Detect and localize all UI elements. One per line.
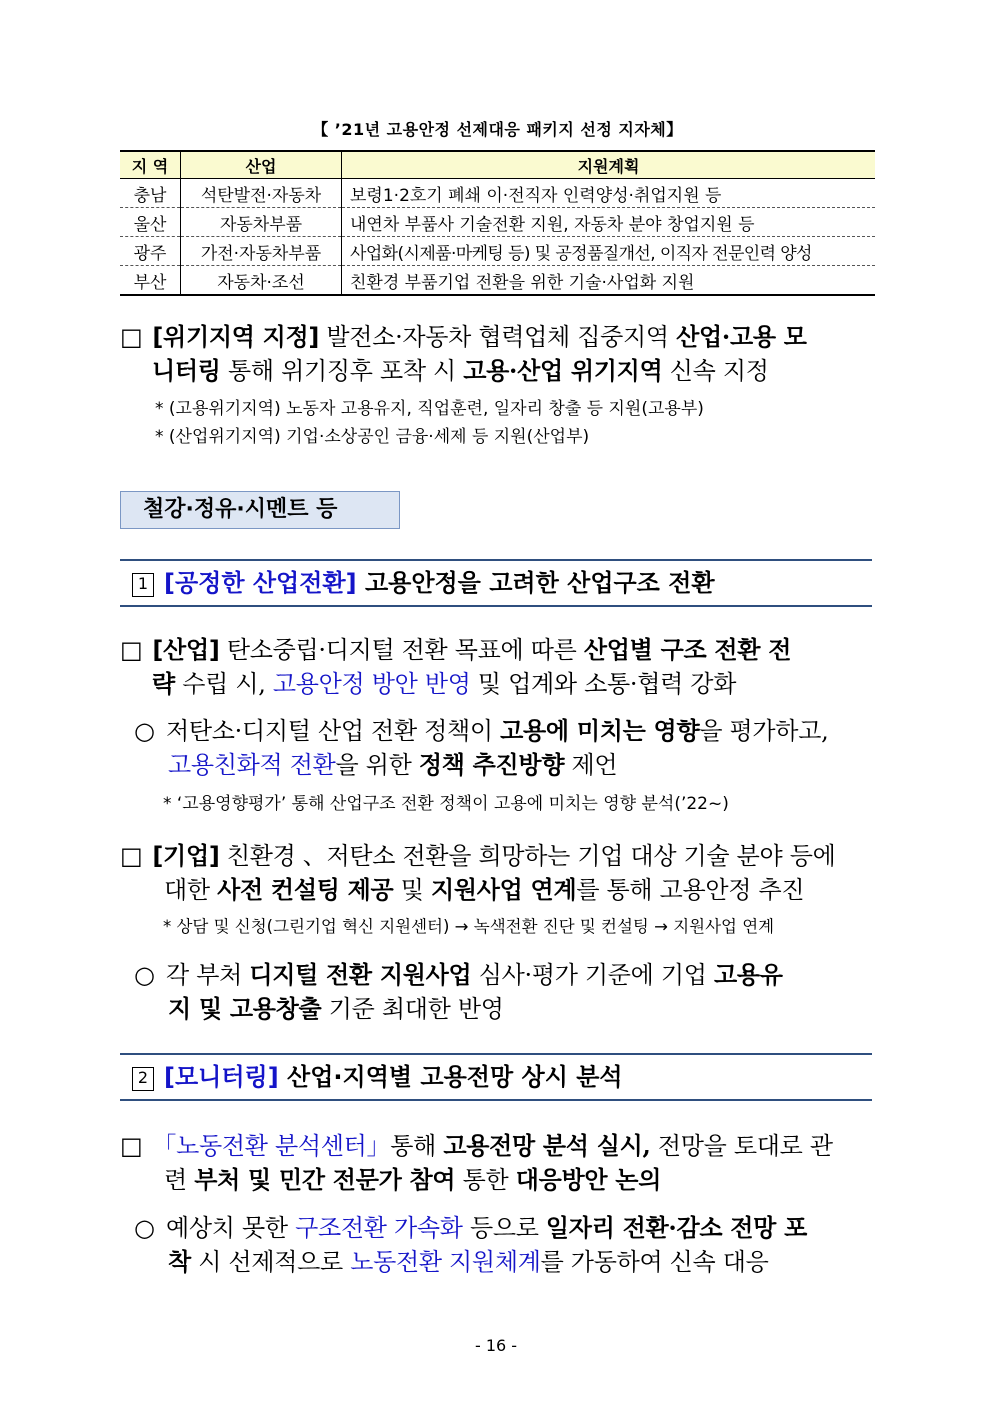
cell-plan: 보령1·2호기 폐쇄 이·전직자 인력양성·취업지원 등 [342,179,876,208]
industry-text: 탄소중립·디지털 전환 목표에 따른 [219,636,584,664]
company-text: 및 [393,876,431,904]
industry-text: 을 평가하고, [699,717,829,745]
section-heading-2 [120,1053,872,1101]
monitoring-paragraph [120,1129,875,1197]
company-text: 친환경 、저탄소 전환을 희망하는 기업 대상 기술 분야 등에 [219,842,836,870]
industry-emphasis: 정책 추진방향 [418,750,565,779]
monitor-text: 련 [164,1166,195,1194]
header-plan: 지원계획 [342,151,876,179]
heading-number: 1 [132,573,154,597]
monitor-text: 통해 [390,1132,444,1160]
monitor-emphasis: 부처 및 민간 전문가 참여 [194,1165,456,1194]
cell-industry: 석탄발전·자동차 [181,179,342,208]
company-note: * 상담 및 신청(그린기업 혁신 지원센터) → 녹색전환 진단 및 컨설팅 → 지원사업 연계 [163,917,775,936]
industry-text: 을 위한 [335,751,419,779]
heading-blue-label: [모니터링] [164,1063,279,1091]
cell-region: 부산 [120,266,181,296]
cell-region: 울산 [120,208,181,237]
monitor-text: 예상치 못한 [166,1214,296,1242]
company-emphasis: 디지털 전환 지원사업 [249,960,472,989]
crisis-emphasis: 산업·고용 모 [676,322,807,351]
square-bullet: □ [120,1132,143,1160]
company-paragraph [120,839,875,907]
industry-emphasis: 략 [152,669,175,698]
table-title: 【 ’21년 고용안정 선제대응 패키지 선정 지자체】 [312,120,683,139]
industry-label: [산업] [152,636,220,664]
square-bullet: □ [120,842,143,870]
company-text: 각 부처 [166,961,250,989]
monitor-emphasis: 착 [168,1247,191,1276]
company-text: 를 통해 고용안정 추진 [576,876,805,904]
crisis-note-2: * (산업위기지역) 기업·소상공인 금융·세제 등 지원(산업부) [155,427,590,447]
industry-note: * ‘고용영향평가’ 통해 산업구조 전환 정책이 고용에 미치는 영향 분석(’22~) [163,794,729,814]
square-bullet: □ [120,323,143,351]
header-industry: 산업 [181,151,342,179]
table-header-row [120,151,875,179]
industry-blue-text: 고용안정 방안 반영 [272,670,471,698]
company-emphasis: 사전 컨설팅 제공 [217,875,394,904]
section-heading-1 [120,559,872,607]
company-text: 심사·평가 기준에 기업 [471,961,714,989]
monitor-blue-text: 노동전환 지원체계 [350,1248,541,1276]
company-label: [기업] [152,842,220,870]
subsection-label: 철강·정유·시멘트 등 [120,491,400,529]
cell-region: 광주 [120,237,181,266]
monitor-emphasis: 일자리 전환·감소 전망 포 [545,1213,807,1242]
monitor-text: 를 가동하여 신속 대응 [540,1248,769,1276]
monitor-text: 시 선제적으로 [190,1248,351,1276]
cell-plan: 사업화(시제품·마케팅 등) 및 공정품질개선, 이직자 전문인력 양성 [342,237,876,266]
cell-industry: 가전·자동차부품 [181,237,342,266]
company-emphasis: 지원사업 연계 [430,875,577,904]
industry-text: 제언 [564,751,618,779]
page-number: - 16 - [474,1336,518,1355]
industry-emphasis: 고용에 미치는 영향 [500,716,700,745]
company-sub-paragraph [120,958,875,1026]
crisis-region-paragraph [120,320,875,388]
industry-sub-paragraph [120,714,875,782]
monitor-blue-text: 「노동전환 분석센터」 [152,1132,391,1160]
table-row [120,179,875,208]
table-row [120,266,875,296]
circle-bullet: ○ [134,717,155,745]
crisis-note-1: * (고용위기지역) 노동자 고용유지, 직업훈련, 일자리 창출 등 지원(고용부) [155,399,704,419]
industry-blue-text: 고용친화적 전환 [168,751,336,779]
crisis-label: [위기지역 지정] [152,323,320,351]
crisis-emphasis: 니터링 [152,356,221,385]
monitor-text: 등으로 [462,1214,546,1242]
monitor-emphasis: 대응방안 논의 [515,1165,662,1194]
table-row [120,237,875,266]
region-support-table [120,150,875,296]
industry-text: 저탄소·디지털 산업 전환 정책이 [166,717,501,745]
crisis-text: 발전소·자동차 협력업체 집중지역 [319,323,677,351]
crisis-text: 통해 위기징후 포착 시 [220,357,464,385]
monitoring-sub-paragraph [120,1211,875,1279]
heading-number: 2 [132,1067,154,1091]
company-emphasis: 고용유 [714,960,783,989]
circle-bullet: ○ [134,1214,155,1242]
square-bullet: □ [120,636,143,664]
crisis-emphasis: 고용·산업 위기지역 [463,356,663,385]
crisis-text: 신속 지정 [662,357,769,385]
circle-bullet: ○ [134,961,155,989]
heading-title: 산업·지역별 고용전망 상시 분석 [278,1063,623,1091]
header-region: 지 역 [120,151,181,179]
monitor-emphasis: 고용전망 분석 실시, [443,1131,651,1160]
company-text: 기준 최대한 반영 [321,995,504,1023]
cell-plan: 친환경 부품기업 전환을 위한 기술·사업화 지원 [342,266,876,296]
industry-text: 및 업계와 소통·협력 강화 [470,670,737,698]
heading-blue-label: [공정한 산업전환] [164,569,357,597]
table-row [120,208,875,237]
cell-plan: 내연차 부품사 기술전환 지원, 자동차 분야 창업지원 등 [342,208,876,237]
industry-text: 수립 시, [174,670,273,698]
company-emphasis: 지 및 고용창출 [168,994,322,1023]
cell-industry: 자동차·조선 [181,266,342,296]
monitor-text: 전망을 토대로 관 [650,1132,833,1160]
monitor-text: 통한 [455,1166,516,1194]
heading-title: 고용안정을 고려한 산업구조 전환 [356,569,715,597]
cell-region: 충남 [120,179,181,208]
industry-paragraph [120,633,875,701]
monitor-blue-text: 구조전환 가속화 [295,1214,463,1242]
cell-industry: 자동차부품 [181,208,342,237]
industry-emphasis: 산업별 구조 전환 전 [583,635,792,664]
company-text: 대한 [164,876,218,904]
